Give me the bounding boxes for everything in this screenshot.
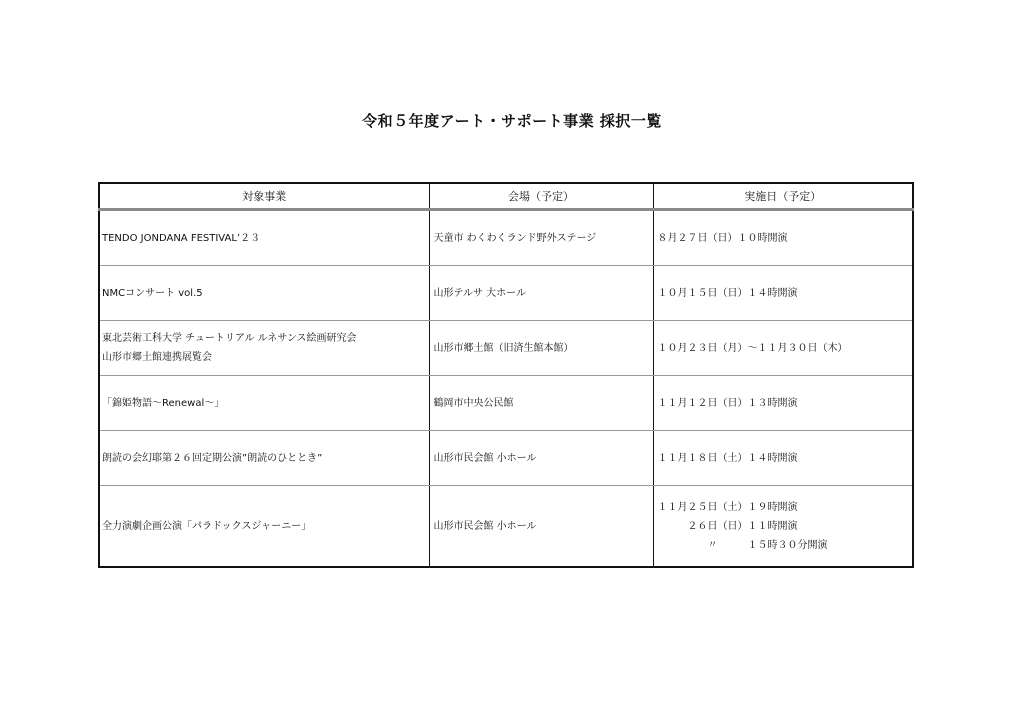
- project-name: 東北芸術工科大学 チュートリアル ルネサンス絵画研究会: [102, 333, 357, 344]
- table-row: [99, 266, 913, 321]
- table-row: [99, 486, 913, 568]
- venue-cell: 山形市民会館 小ホール: [429, 486, 653, 568]
- venue-cell: 山形テルサ 大ホール: [429, 266, 653, 321]
- header-venue: 会場（予定）: [429, 183, 653, 210]
- project-cell: [99, 486, 429, 568]
- date-text-line3: １５時３０分開演: [747, 539, 828, 551]
- date-cell: [653, 210, 913, 266]
- project-cell: [99, 431, 429, 486]
- venue-cell: 山形市民会館 小ホール: [429, 431, 653, 486]
- date-cell: [653, 376, 913, 431]
- date-text: １０月２３日（月）～１１月３０日（木）: [657, 342, 848, 354]
- project-cell: [99, 266, 429, 321]
- venue-cell: 山形市郷土館（旧済生館本館）: [429, 321, 653, 376]
- project-cell: [99, 210, 429, 266]
- page-title: 令和５年度アート・サポート事業 採択一覧: [362, 112, 662, 130]
- project-name: NMCコンサート vol.5: [102, 287, 203, 299]
- date-cell: [653, 486, 913, 568]
- adopted-projects-table: [98, 182, 914, 568]
- date-text-line2: ２６日（日）１１時開演: [687, 520, 798, 532]
- ditto-mark: 〃: [707, 539, 718, 551]
- venue-cell: 鶴岡市中央公民館: [429, 376, 653, 431]
- table-row: [99, 210, 913, 266]
- project-name-line2: 山形市郷土館連携展覧会: [102, 352, 212, 363]
- date-text: １１月１２日（日）１３時開演: [657, 397, 798, 409]
- table-row: [99, 321, 913, 376]
- date-cell: [653, 431, 913, 486]
- project-name: 全力演劇企画公演「パラドックスジャーニー」: [102, 520, 312, 532]
- header-project: 対象事業: [99, 183, 429, 210]
- project-name: TENDO JONDANA FESTIVAL’２３: [102, 232, 261, 244]
- table-header-row: [99, 183, 913, 210]
- date-cell: [653, 266, 913, 321]
- date-text: １１月２５日（土）１９時開演: [657, 501, 798, 513]
- project-name: 朗読の会幻耶第２６回定期公演”朗読のひととき”: [102, 452, 323, 464]
- date-text: ８月２７日（日）１０時開演: [657, 232, 788, 244]
- project-cell: [99, 376, 429, 431]
- table-row: [99, 431, 913, 486]
- project-cell: [99, 321, 429, 376]
- header-date: 実施日（予定）: [653, 183, 913, 210]
- date-text: １１月１８日（土）１４時開演: [657, 452, 798, 464]
- date-cell: [653, 321, 913, 376]
- venue-cell: 天童市 わくわくランド野外ステージ: [429, 210, 653, 266]
- table-row: [99, 376, 913, 431]
- date-text: １０月１５日（日）１４時開演: [657, 287, 798, 299]
- project-name: 「錦姫物語～Renewal～」: [102, 397, 225, 409]
